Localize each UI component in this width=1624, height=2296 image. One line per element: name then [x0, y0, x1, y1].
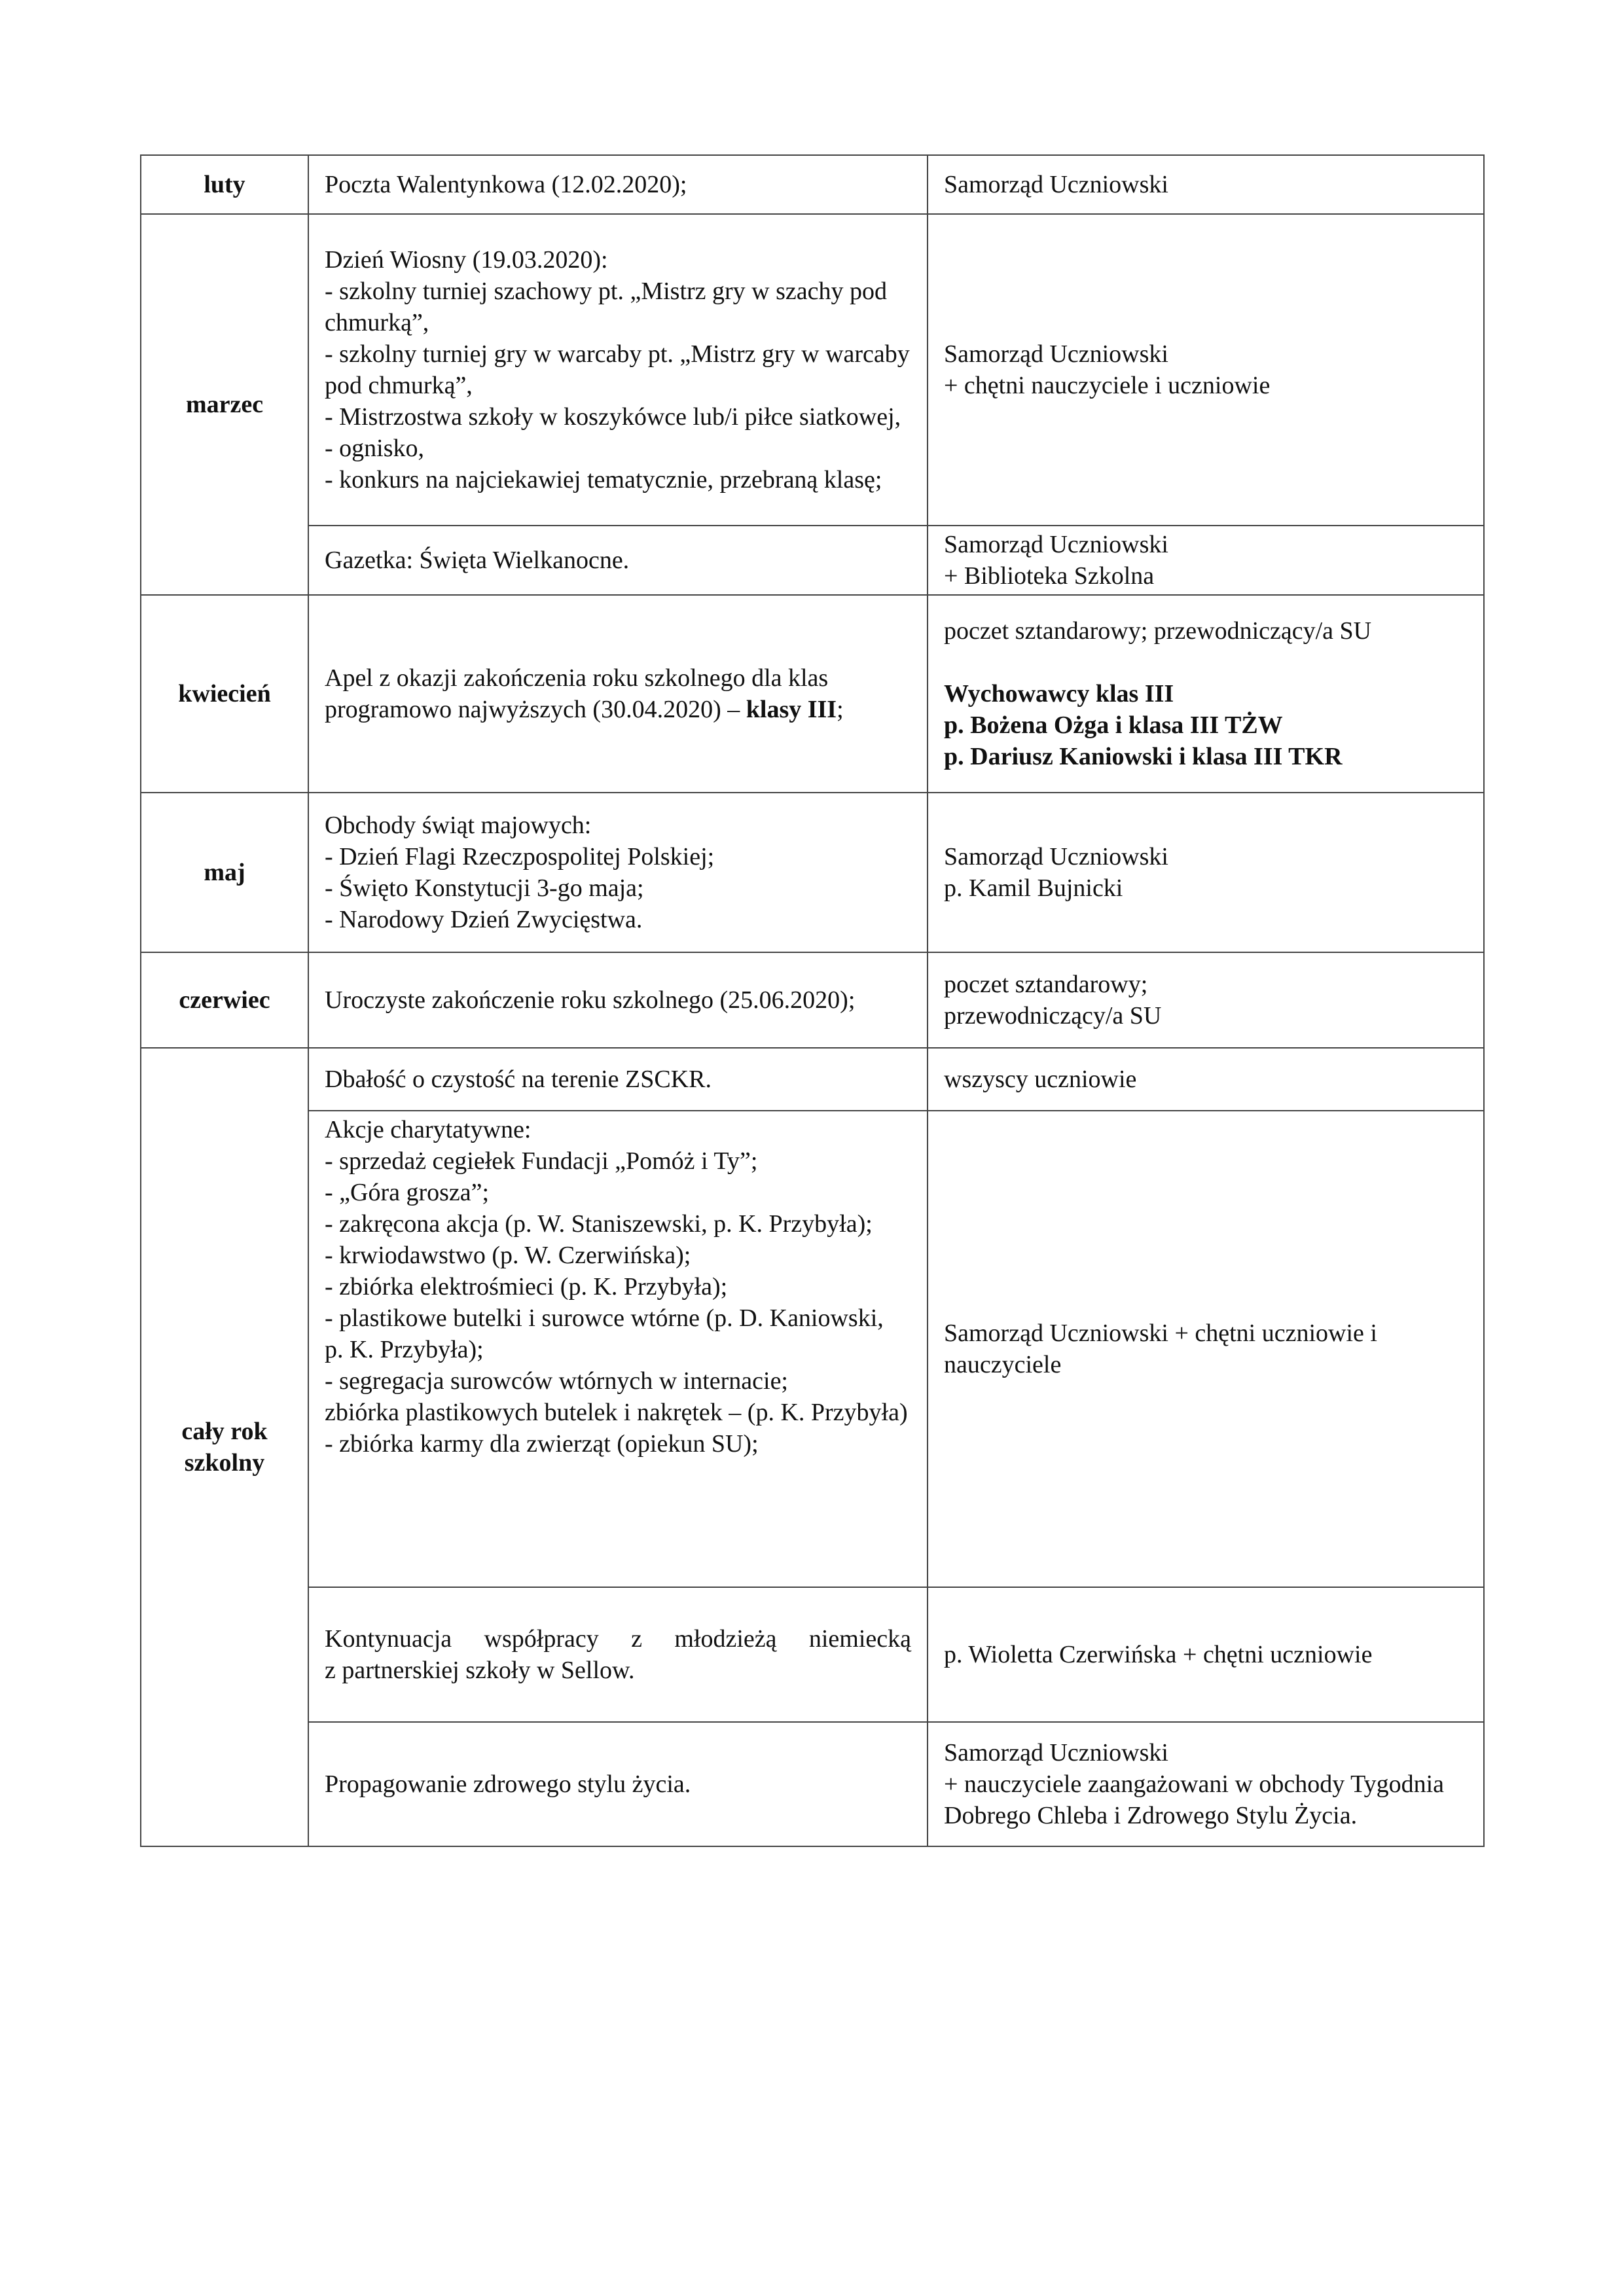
- responsible-cell: Samorząd Uczniowski + chętni uczniowie i nauczyciele: [928, 1111, 1484, 1587]
- responsible-cell: p. Wioletta Czerwińska + chętni uczniowie: [928, 1587, 1484, 1722]
- table-row: [141, 1587, 1484, 1722]
- month-cell: czerwiec: [141, 952, 308, 1048]
- table-row: [141, 595, 1484, 793]
- event-cell: Uroczyste zakończenie roku szkolnego (25.06.2020);: [308, 952, 928, 1048]
- responsible-cell: poczet sztandarowy; przewodniczący/a SU: [928, 952, 1484, 1048]
- event-cell: Apel z okazji zakończenia roku szkolnego dla klas programowo najwyższych (30.04.2020) – klasy III;: [308, 595, 928, 793]
- table-row: [141, 1722, 1484, 1846]
- responsible-cell: wszyscy uczniowie: [928, 1048, 1484, 1111]
- month-cell: luty: [141, 155, 308, 214]
- month-cell: kwiecień: [141, 595, 308, 793]
- table-row: [141, 1048, 1484, 1111]
- table-row: [141, 793, 1484, 952]
- table-row: [141, 1111, 1484, 1587]
- table-row: [141, 155, 1484, 214]
- event-cell: Kontynuacja współpracy z młodzieżą niemiecką z partnerskiej szkoły w Sellow.: [308, 1587, 928, 1722]
- table-row: [141, 526, 1484, 595]
- month-cell: cały rok szkolny: [141, 1048, 308, 1846]
- table-row: [141, 952, 1484, 1048]
- event-cell: Akcje charytatywne: - sprzedaż cegiełek Fundacji „Pomóż i Ty”; - „Góra grosza”; - zakręcona akcja (p. W. Staniszewski, p. K. Przybyła); - krwiodawstwo (p. W. Czerwińska); - zbiórka elektrośmieci (p. K. Przybyła); - plastikowe butelki i surowce wtórne (p. D. Kaniowski, p. K. Przybyła); - segregacja surowców wtórnych w internacie; zbiórka plastikowych butelek i nakrętek – (p. K. Przybyła) - zbiórka karmy dla zwierząt (opiekun SU);: [308, 1111, 928, 1587]
- event-cell: Gazetka: Święta Wielkanocne.: [308, 526, 928, 595]
- event-cell: Propagowanie zdrowego stylu życia.: [308, 1722, 928, 1846]
- table-row: [141, 214, 1484, 526]
- responsible-cell: Samorząd Uczniowski + nauczyciele zaangażowani w obchody Tygodnia Dobrego Chleba i Zdrowego Stylu Życia.: [928, 1722, 1484, 1846]
- event-cell: Poczta Walentynkowa (12.02.2020);: [308, 155, 928, 214]
- responsible-cell: poczet sztandarowy; przewodniczący/a SU Wychowawcy klas III p. Bożena Ożga i klasa III TŻW p. Dariusz Kaniowski i klasa III TKR: [928, 595, 1484, 793]
- responsible-cell: Samorząd Uczniowski + chętni nauczyciele i uczniowie: [928, 214, 1484, 526]
- event-cell: Dbałość o czystość na terenie ZSCKR.: [308, 1048, 928, 1111]
- event-cell: Obchody świąt majowych: - Dzień Flagi Rzeczpospolitej Polskiej; - Święto Konstytucji 3-go maja; - Narodowy Dzień Zwycięstwa.: [308, 793, 928, 952]
- event-cell: Dzień Wiosny (19.03.2020): - szkolny turniej szachowy pt. „Mistrz gry w szachy pod chmurką”, - szkolny turniej gry w warcaby pt. „Mistrz gry w warcaby pod chmurką”, - Mistrzostwa szkoły w koszykówce lub/i piłce siatkowej, - ognisko, - konkurs na najciekawiej tematycznie, przebraną klasę;: [308, 214, 928, 526]
- responsible-cell: Samorząd Uczniowski p. Kamil Bujnicki: [928, 793, 1484, 952]
- school-events-table: [140, 154, 1485, 1847]
- responsible-cell: Samorząd Uczniowski + Biblioteka Szkolna: [928, 526, 1484, 595]
- month-cell: maj: [141, 793, 308, 952]
- responsible-cell: Samorząd Uczniowski: [928, 155, 1484, 214]
- month-cell: marzec: [141, 214, 308, 595]
